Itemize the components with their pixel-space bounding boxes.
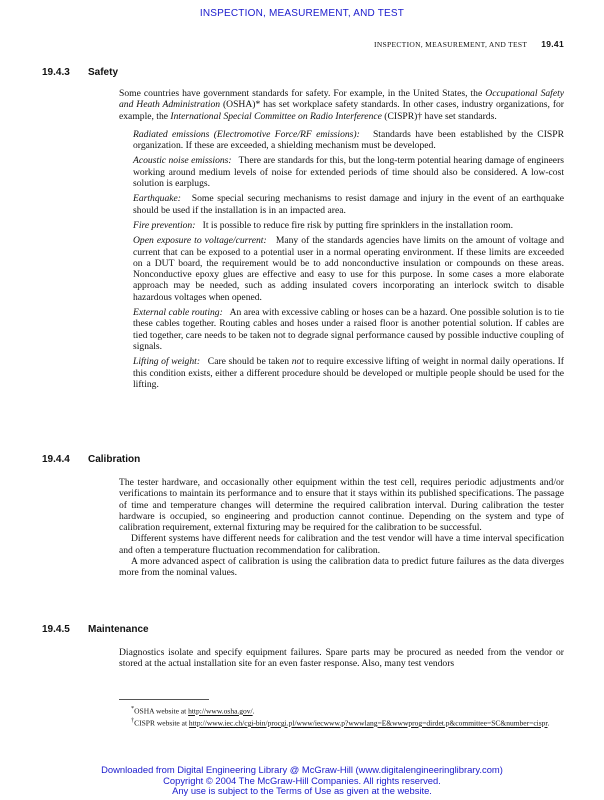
safety-item-cable: External cable routing: An area with excessive cabling or hoses can be a hazard. One possible solution is to tie these cables together. Routing cables and hoses under a raised floor is another potential solution. If cables are tied together, care needs to be taken not to degrade signal performance caused by possible inductive coupling of signals. — [133, 307, 564, 352]
calibration-paragraph: A more advanced aspect of calibration is using the calibration data to predict future failures as the data diverges more from the nominal values. — [119, 556, 564, 579]
safety-item-earthquake: Earthquake: Some special securing mechanisms to resist damage and injury in the event of an earthquake should be used if the installation is in an impacted area. — [133, 193, 565, 216]
section-title: Calibration — [88, 454, 141, 465]
calibration-paragraph: Different systems have different needs for calibration and the test vendor will have a time interval specification and often a temperature fluctuation recommendation for calibration. — [119, 533, 564, 556]
top-banner: INSPECTION, MEASUREMENT, AND TEST — [199, 8, 405, 19]
safety-body — [119, 88, 564, 394]
section-number: 19.4.4 — [42, 454, 70, 465]
footnotes — [119, 699, 564, 728]
safety-item-lifting: Lifting of weight: Care should be taken not to require excessive lifting of weight in normal daily operations. If this condition exists, either a different procedure should be developed or multiple people should be used for the lifting. — [133, 356, 564, 390]
download-notice[interactable]: Downloaded from Digital Engineering Library @ McGraw-Hill (www.digitalengineeringlibrary.com) — [101, 764, 503, 775]
safety-item-acoustic: Acoustic noise emissions: There are standards for this, but the long-term potential hearing damage of engineers working around medium levels of noise for extended periods of time should also be considered. A low-cost solution is earplugs. — [133, 155, 564, 190]
terms-notice: Any use is subject to the Terms of Use as given at the website. — [172, 785, 432, 797]
osha-link[interactable]: http://www.osha.gov/ — [188, 706, 253, 716]
running-head-title: INSPECTION, MEASUREMENT, AND TEST — [374, 40, 528, 49]
copyright-notice: Copyright © 2004 The McGraw-Hill Companies. All rights reserved. — [163, 774, 441, 786]
cispr-link[interactable]: http://www.iec.ch/cgi-bin/procgi.pl/www/iecwww.p?wwwlang=E&wwwprog=dirdet.p&committee=SC&number=cispr — [188, 718, 548, 728]
safety-items — [119, 129, 564, 390]
section-number: 19.4.5 — [42, 624, 70, 635]
calibration-body — [119, 477, 564, 579]
page-number: 19.41 — [541, 39, 564, 49]
safety-intro: Some countries have government standards for safety. For example, in the United States, the Occupational Safety and Heath Administration (OSHA)* has set workplace safety standards. In other cases, industry organizations, for example, the International Special Committee on Radio Interference (CISPR)† have set standards. — [119, 88, 565, 122]
footnote-cispr: †CISPR website at http://www.iec.ch/cgi-bin/procgi.pl/www/iecwww.p?wwwlang=E&wwwprog=dirdet.p&committee=SC&number=cispr. — [131, 717, 550, 728]
safety-item-radiated: Radiated emissions (Electromotive Force/RF emissions): Standards have been established by the CISPR organization. If these are exceeded, a shielding mechanism must be developed. — [133, 128, 564, 152]
running-head — [374, 39, 564, 49]
footnote-divider — [119, 699, 209, 700]
calibration-paragraph: The tester hardware, and occasionally other equipment within the test cell, requires periodic adjustments and/or verifications to maintain its performance and to ensure that it stays within its published specifications. The passage of time and temperature changes will determine the required calibration interval. During calibration the tester hardware is occupied, so engineering and production cannot continue. Depending on the system and type of calibration requirement, external fixturing may be required for the calibration to be successful. — [119, 477, 564, 534]
footnote-osha: *OSHA website at http://www.osha.gov/. — [131, 705, 255, 716]
safety-item-voltage: Open exposure to voltage/current: Many of the standards agencies have limits on the amount of voltage and current that can be exposed to a potential user in a normal operating environment. If these limits are exceeded on a DUT board, the requirement would be to add nonconductive insulation or compounds on these areas. Nonconductive epoxy glues are effective and easy to use for this purpose. In some cases a more elaborate approach may be needed, such as adding insulated covers incorporating an interlock switch to disable hazardous voltages when opened. — [133, 235, 564, 303]
section-number: 19.4.3 — [42, 67, 70, 78]
section-title: Safety — [88, 67, 119, 78]
maintenance-body — [119, 647, 564, 670]
section-heading-safety — [42, 67, 118, 78]
section-heading-maintenance — [42, 624, 149, 635]
bottom-banner — [0, 765, 604, 797]
section-title: Maintenance — [88, 624, 149, 635]
safety-item-fire: Fire prevention: It is possible to reduce fire risk by putting fire sprinklers in the installation room. — [133, 219, 514, 231]
section-heading-calibration — [42, 454, 140, 465]
maintenance-paragraph: Diagnostics isolate and specify equipment failures. Spare parts may be procured as needed from the vendor or stored at the actual installation site for an even faster response. Also, many test vendors — [119, 647, 564, 670]
